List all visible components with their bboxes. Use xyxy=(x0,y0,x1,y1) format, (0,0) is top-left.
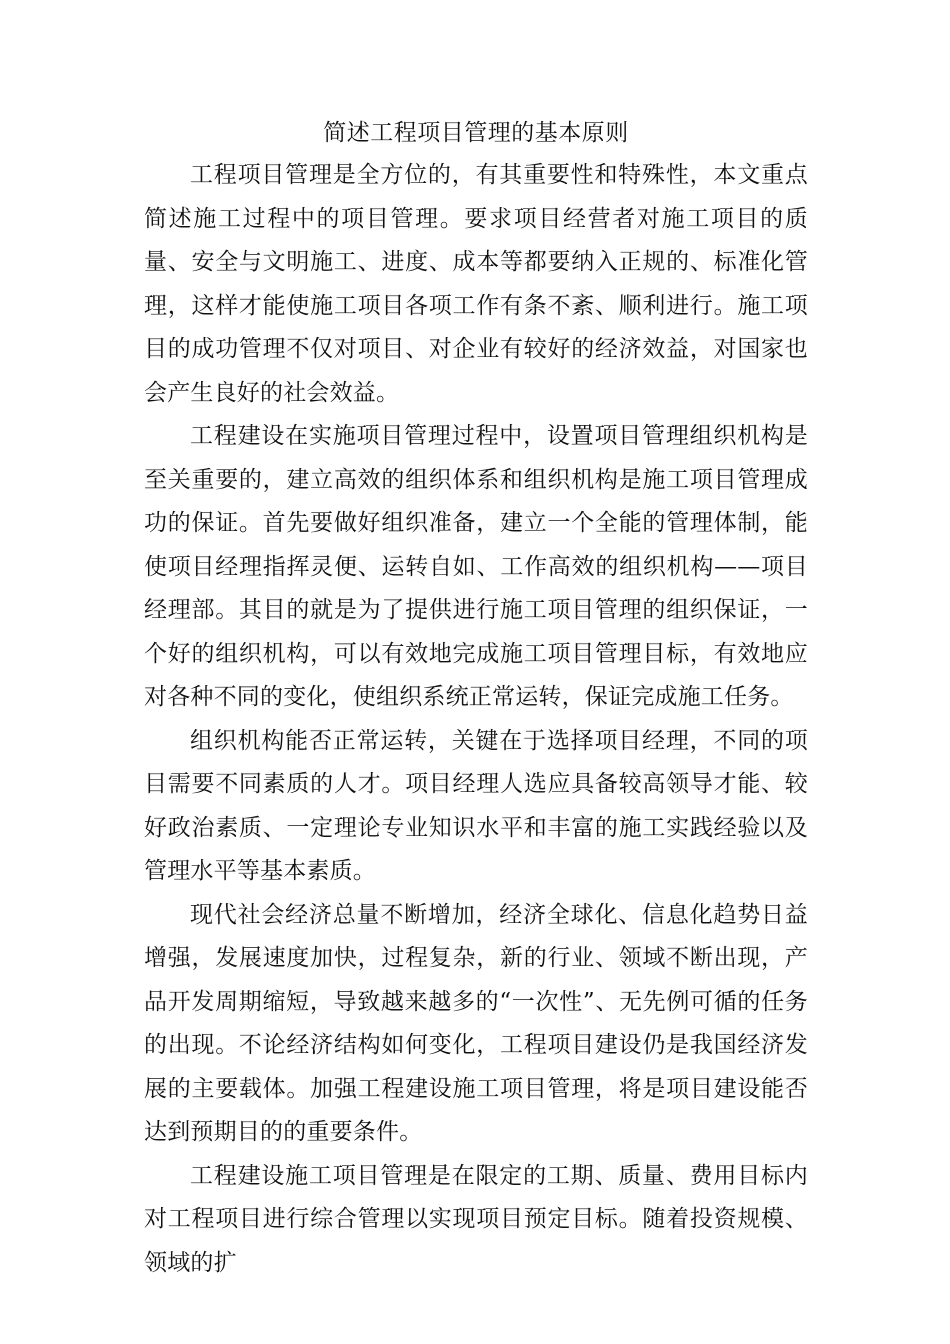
paragraph-5: 工程建设施工项目管理是在限定的工期、质量、费用目标内对工程项目进行综合管理以实现项目预定目标。随着投资规模、领域的扩 xyxy=(144,1162,808,1276)
paragraph-1: 工程项目管理是全方位的，有其重要性和特殊性，本文重点简述施工过程中的项目管理。要求项目经营者对施工项目的质量、安全与文明施工、进度、成本等都要纳入正规的、标准化管理，这样才能使施工项目各项工作有条不紊、顺利进行。施工项目的成功管理不仅对项目、对企业有较好的经济效益，对国家也会产生良好的社会效益。 xyxy=(144,162,808,406)
paragraph-2: 工程建设在实施项目管理过程中，设置项目管理组织机构是至关重要的，建立高效的组织体系和组织机构是施工项目管理成功的保证。首先要做好组织准备，建立一个全能的管理体制，能使项目经理指挥灵便、运转自如、工作高效的组织机构——项目经理部。其目的就是为了提供进行施工项目管理的组织保证，一个好的组织机构，可以有效地完成施工项目管理目标，有效地应对各种不同的变化，使组织系统正常运转，保证完成施工任务。 xyxy=(144,423,808,710)
document-body xyxy=(144,112,808,1285)
paragraph-4: 现代社会经济总量不断增加，经济全球化、信息化趋势日益增强，发展速度加快，过程复杂，新的行业、领域不断出现，产品开发周期缩短，导致越来越多的“一次性”、无先例可循的任务的出现。不论经济结构如何变化，工程项目建设仍是我国经济发展的主要载体。加强工程建设施工项目管理，将是项目建设能否达到预期目的的重要条件。 xyxy=(144,901,808,1145)
paragraph-3: 组织机构能否正常运转，关键在于选择项目经理，不同的项目需要不同素质的人才。项目经理人选应具备较高领导才能、较好政治素质、一定理论专业知识水平和丰富的施工实践经验以及管理水平等基本素质。 xyxy=(144,727,808,884)
document-title: 简述工程项目管理的基本原则 xyxy=(323,120,629,146)
